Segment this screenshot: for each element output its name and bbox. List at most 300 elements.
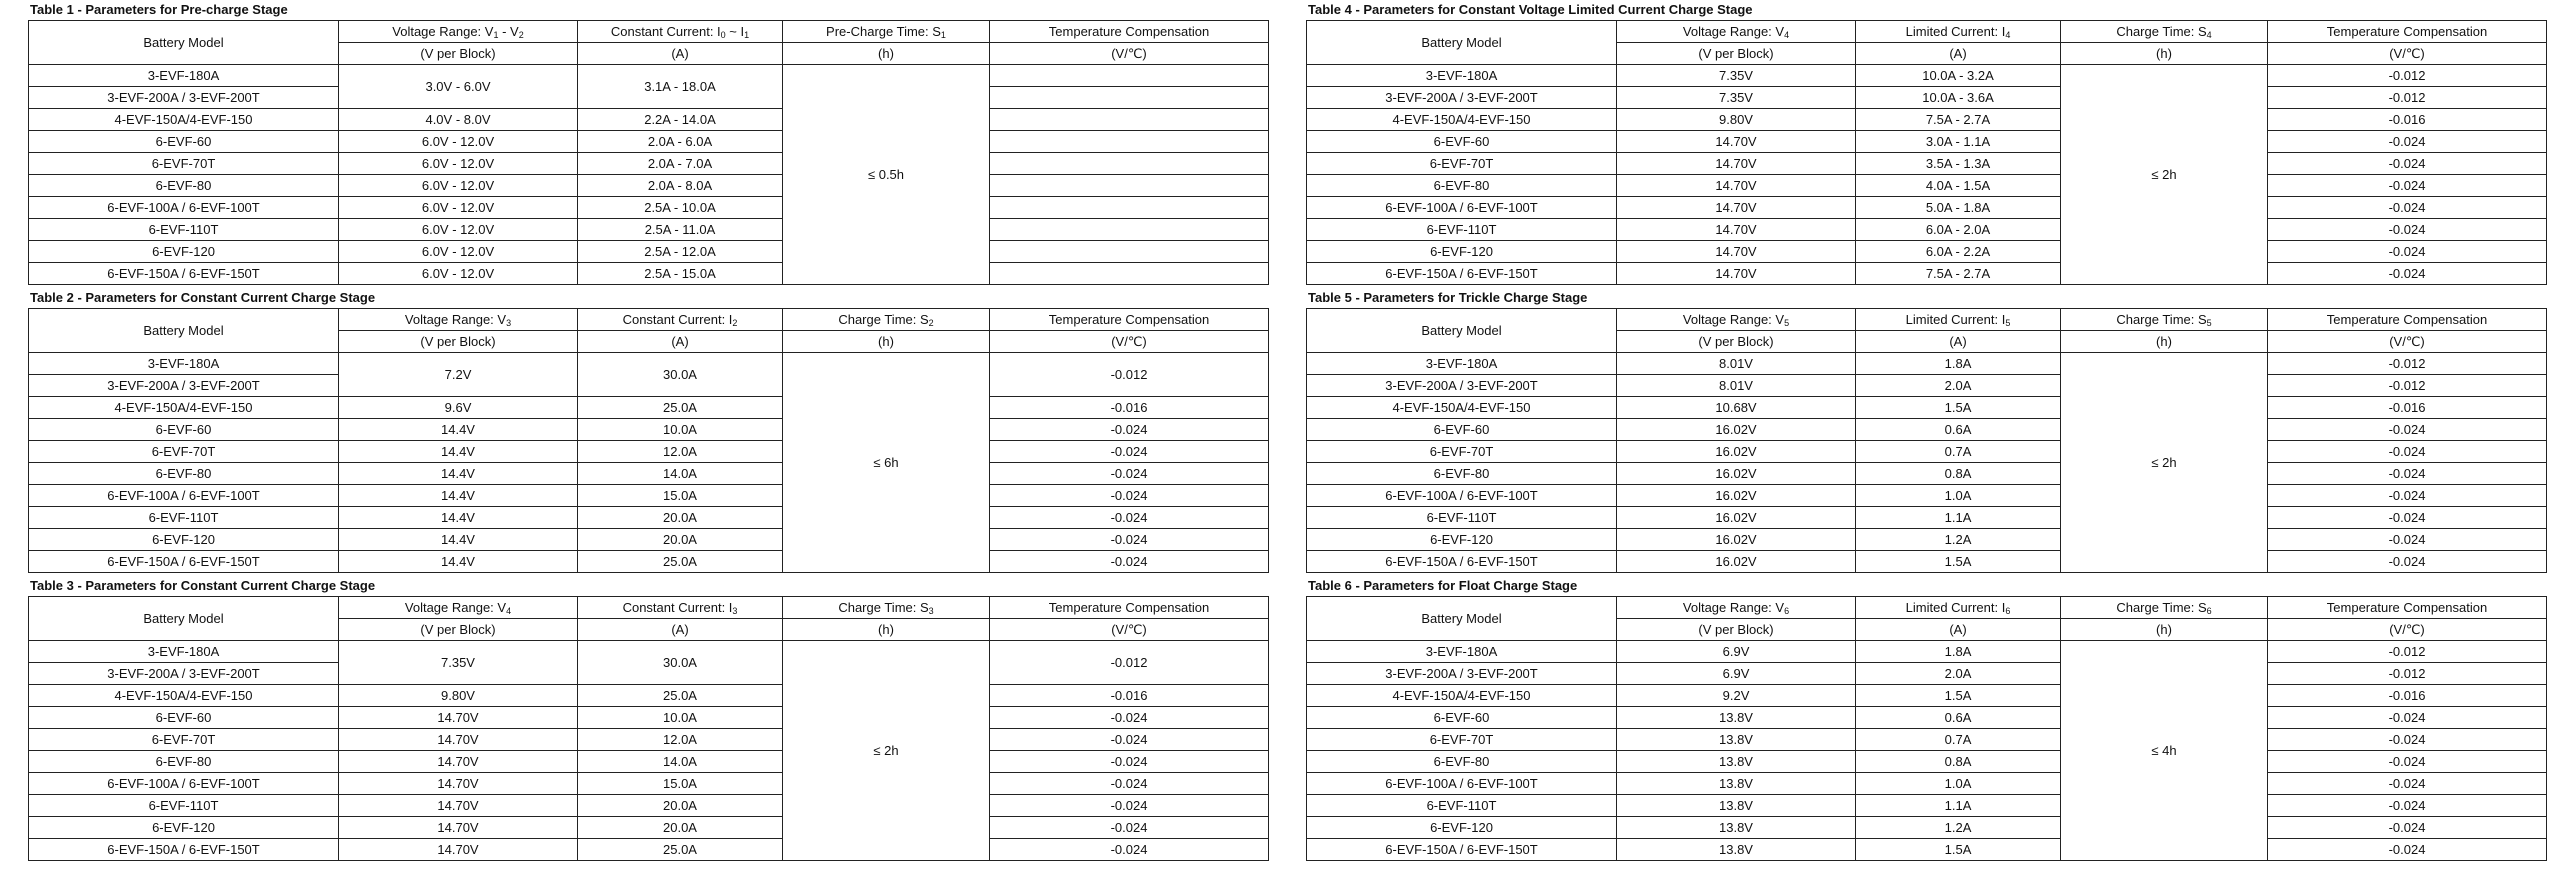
header-subscript: 3 <box>506 318 512 328</box>
cell-temp-compensation: -0.024 <box>2268 795 2547 817</box>
header-label <box>990 21 1268 42</box>
cell-battery-model: 6-EVF-110T <box>1307 219 1617 241</box>
header-label <box>578 597 782 618</box>
table-3 <box>28 596 1269 861</box>
header-unit: (h) <box>783 42 989 64</box>
cell-temp-compensation: -0.024 <box>2268 707 2547 729</box>
table-row <box>29 419 1269 441</box>
header-subscript: 4 <box>2005 30 2011 40</box>
header-time <box>783 597 990 641</box>
cell-battery-model: 3-EVF-180A <box>1307 65 1617 87</box>
cell-battery-model: 6-EVF-80 <box>29 463 339 485</box>
cell-battery-model: 4-EVF-150A/4-EVF-150 <box>1307 685 1617 707</box>
table-row <box>1307 397 2547 419</box>
cell-voltage: 14.70V <box>339 707 578 729</box>
cell-voltage: 14.70V <box>339 795 578 817</box>
table-row <box>1307 219 2547 241</box>
header-battery-model: Battery Model <box>29 597 339 641</box>
header-label <box>1617 309 1855 330</box>
header-text: Constant Current: I <box>622 312 733 327</box>
cell-current: 1.5A <box>1856 551 2061 573</box>
header-unit: (A) <box>578 618 782 640</box>
cell-voltage: 14.70V <box>1617 175 1856 197</box>
cell-temp-compensation <box>990 65 1269 87</box>
cell-voltage: 13.8V <box>1617 729 1856 751</box>
header-row <box>1307 21 2547 65</box>
header-label <box>1856 309 2060 330</box>
table-row <box>1307 87 2547 109</box>
cell-current: 15.0A <box>578 773 783 795</box>
header-text: Charge Time: S <box>2116 24 2207 39</box>
cell-current: 10.0A <box>578 707 783 729</box>
cell-current: 1.8A <box>1856 641 2061 663</box>
cell-temp-compensation: -0.016 <box>990 397 1269 419</box>
header-subscript: 1 <box>744 30 750 40</box>
header-temp <box>990 21 1269 65</box>
cell-current: 1.0A <box>1856 485 2061 507</box>
header-temp <box>2268 309 2547 353</box>
header-subscript: 6 <box>2005 606 2011 616</box>
cell-temp-compensation: -0.024 <box>990 729 1269 751</box>
header-unit: (V/℃) <box>2268 330 2546 352</box>
table-row <box>1307 375 2547 397</box>
cell-battery-model: 6-EVF-120 <box>1307 241 1617 263</box>
cell-current: 0.7A <box>1856 441 2061 463</box>
table-6 <box>1306 596 2547 861</box>
cell-voltage: 6.9V <box>1617 641 1856 663</box>
cell-voltage: 14.4V <box>339 485 578 507</box>
header-text: Voltage Range: V <box>392 24 494 39</box>
header-subscript: 3 <box>928 606 934 616</box>
cell-battery-model: 3-EVF-200A / 3-EVF-200T <box>29 87 339 109</box>
cell-voltage: 6.9V <box>1617 663 1856 685</box>
table-row <box>1307 551 2547 573</box>
table-row <box>1307 529 2547 551</box>
cell-voltage: 16.02V <box>1617 529 1856 551</box>
header-subscript: 5 <box>2206 318 2212 328</box>
header-time <box>2061 21 2268 65</box>
cell-temp-compensation: -0.024 <box>990 551 1269 573</box>
header-unit: (A) <box>1856 330 2060 352</box>
header-text: Voltage Range: V <box>404 600 507 615</box>
cell-current: 10.0A - 3.6A <box>1856 87 2061 109</box>
cell-battery-model: 3-EVF-200A / 3-EVF-200T <box>1307 375 1617 397</box>
cell-voltage: 6.0V - 12.0V <box>339 197 578 219</box>
cell-temp-compensation <box>990 241 1269 263</box>
header-row <box>1307 597 2547 641</box>
table-row <box>1307 109 2547 131</box>
cell-battery-model: 6-EVF-120 <box>29 241 339 263</box>
header-unit: (h) <box>2061 330 2267 352</box>
cell-voltage: 14.70V <box>339 773 578 795</box>
table-row <box>29 397 1269 419</box>
cell-battery-model: 3-EVF-180A <box>29 641 339 663</box>
cell-voltage: 14.70V <box>339 817 578 839</box>
header-label <box>2268 597 2546 618</box>
header-label <box>2268 309 2546 330</box>
cell-voltage: 9.6V <box>339 397 578 419</box>
cell-battery-model: 6-EVF-80 <box>1307 463 1617 485</box>
cell-battery-model: 3-EVF-200A / 3-EVF-200T <box>29 663 339 685</box>
cell-battery-model: 6-EVF-70T <box>1307 441 1617 463</box>
header-unit: (A) <box>578 42 782 64</box>
cell-current: 2.5A - 11.0A <box>578 219 783 241</box>
cell-current: 2.5A - 10.0A <box>578 197 783 219</box>
cell-current: 6.0A - 2.0A <box>1856 219 2061 241</box>
table-1 <box>28 20 1269 285</box>
cell-temp-compensation: -0.024 <box>990 795 1269 817</box>
header-subscript: 1 <box>940 30 946 40</box>
header-label <box>578 309 782 330</box>
cell-voltage: 9.2V <box>1617 685 1856 707</box>
cell-current: 3.5A - 1.3A <box>1856 153 2061 175</box>
cell-current: 0.8A <box>1856 751 2061 773</box>
header-label <box>1856 21 2060 42</box>
cell-current: 10.0A - 3.2A <box>1856 65 2061 87</box>
header-time <box>783 309 990 353</box>
cell-temp-compensation: -0.012 <box>990 353 1269 397</box>
cell-voltage: 16.02V <box>1617 485 1856 507</box>
cell-temp-compensation: -0.024 <box>990 817 1269 839</box>
header-subscript: 4 <box>2206 30 2212 40</box>
header-unit: (V per Block) <box>1617 330 1855 352</box>
cell-temp-compensation <box>990 87 1269 109</box>
table-row <box>1307 241 2547 263</box>
header-voltage <box>339 21 578 65</box>
header-unit: (h) <box>783 330 989 352</box>
cell-temp-compensation: -0.024 <box>2268 817 2547 839</box>
cell-temp-compensation: -0.024 <box>2268 241 2547 263</box>
cell-battery-model: 4-EVF-150A/4-EVF-150 <box>29 109 339 131</box>
cell-voltage: 14.70V <box>339 729 578 751</box>
cell-battery-model: 6-EVF-110T <box>29 795 339 817</box>
cell-voltage: 7.35V <box>1617 87 1856 109</box>
cell-battery-model: 6-EVF-120 <box>29 529 339 551</box>
table-4 <box>1306 20 2547 285</box>
table-row <box>29 707 1269 729</box>
cell-temp-compensation: -0.012 <box>2268 641 2547 663</box>
cell-current: 1.5A <box>1856 397 2061 419</box>
table-row <box>29 353 1269 375</box>
header-subscript: 3 <box>732 606 738 616</box>
cell-current: 25.0A <box>578 551 783 573</box>
cell-current: 25.0A <box>578 397 783 419</box>
cell-current: 10.0A <box>578 419 783 441</box>
cell-current: 0.8A <box>1856 463 2061 485</box>
cell-voltage: 16.02V <box>1617 551 1856 573</box>
table-row <box>1307 773 2547 795</box>
table-row <box>29 65 1269 87</box>
cell-voltage: 14.4V <box>339 441 578 463</box>
cell-battery-model: 4-EVF-150A/4-EVF-150 <box>1307 397 1617 419</box>
cell-current: 1.1A <box>1856 507 2061 529</box>
cell-current: 2.0A - 7.0A <box>578 153 783 175</box>
cell-battery-model: 6-EVF-70T <box>1307 153 1617 175</box>
header-text: Voltage Range: V <box>404 312 507 327</box>
table-row <box>29 131 1269 153</box>
table-row <box>1307 485 2547 507</box>
table-row <box>29 485 1269 507</box>
table-row <box>1307 663 2547 685</box>
cell-battery-model: 6-EVF-110T <box>1307 507 1617 529</box>
cell-current: 0.6A <box>1856 707 2061 729</box>
cell-temp-compensation: -0.016 <box>990 685 1269 707</box>
cell-current: 0.6A <box>1856 419 2061 441</box>
header-label <box>1617 597 1855 618</box>
cell-battery-model: 6-EVF-150A / 6-EVF-150T <box>29 551 339 573</box>
cell-current: 14.0A <box>578 463 783 485</box>
cell-charge-time: ≤ 2h <box>2061 353 2268 573</box>
cell-current: 3.1A - 18.0A <box>578 65 783 109</box>
table-row <box>29 773 1269 795</box>
cell-current: 20.0A <box>578 507 783 529</box>
header-text: - V <box>498 24 519 39</box>
header-text: Charge Time: S <box>2116 312 2207 327</box>
cell-current: 25.0A <box>578 685 783 707</box>
cell-current: 1.5A <box>1856 839 2061 861</box>
cell-temp-compensation: -0.024 <box>2268 463 2547 485</box>
cell-temp-compensation <box>990 219 1269 241</box>
cell-temp-compensation: -0.016 <box>2268 685 2547 707</box>
header-unit: (V per Block) <box>339 330 577 352</box>
header-subscript: 5 <box>1784 318 1790 328</box>
header-label <box>2061 597 2267 618</box>
cell-battery-model: 6-EVF-60 <box>1307 131 1617 153</box>
cell-voltage: 14.70V <box>1617 263 1856 285</box>
header-text: Temperature Compensation <box>1048 600 1210 615</box>
cell-temp-compensation: -0.024 <box>2268 507 2547 529</box>
header-unit: (V/℃) <box>990 330 1268 352</box>
cell-current: 20.0A <box>578 529 783 551</box>
header-time <box>2061 309 2268 353</box>
cell-battery-model: 6-EVF-80 <box>29 175 339 197</box>
cell-battery-model: 6-EVF-110T <box>1307 795 1617 817</box>
cell-battery-model: 3-EVF-180A <box>29 353 339 375</box>
cell-battery-model: 3-EVF-200A / 3-EVF-200T <box>1307 663 1617 685</box>
cell-current: 20.0A <box>578 795 783 817</box>
header-text: Temperature Compensation <box>2326 24 2488 39</box>
table-row <box>29 153 1269 175</box>
cell-temp-compensation <box>990 175 1269 197</box>
table-row <box>29 175 1269 197</box>
header-current <box>578 597 783 641</box>
header-row <box>29 597 1269 641</box>
cell-voltage: 8.01V <box>1617 375 1856 397</box>
table-row <box>29 241 1269 263</box>
header-current <box>578 309 783 353</box>
header-temp <box>2268 21 2547 65</box>
header-subscript: 5 <box>2005 318 2011 328</box>
cell-temp-compensation: -0.024 <box>2268 441 2547 463</box>
header-temp <box>2268 597 2547 641</box>
cell-voltage: 14.70V <box>1617 131 1856 153</box>
cell-voltage: 4.0V - 8.0V <box>339 109 578 131</box>
header-text: Charge Time: S <box>838 312 929 327</box>
cell-battery-model: 3-EVF-180A <box>29 65 339 87</box>
cell-battery-model: 6-EVF-100A / 6-EVF-100T <box>29 485 339 507</box>
cell-temp-compensation: -0.012 <box>2268 65 2547 87</box>
header-unit: (V/℃) <box>990 42 1268 64</box>
cell-temp-compensation: -0.024 <box>990 751 1269 773</box>
header-row <box>29 309 1269 353</box>
header-label <box>990 597 1268 618</box>
cell-voltage: 7.35V <box>1617 65 1856 87</box>
cell-temp-compensation: -0.012 <box>2268 87 2547 109</box>
cell-current: 25.0A <box>578 839 783 861</box>
cell-temp-compensation: -0.024 <box>2268 729 2547 751</box>
header-subscript: 6 <box>2206 606 2212 616</box>
cell-voltage: 6.0V - 12.0V <box>339 153 578 175</box>
cell-voltage: 6.0V - 12.0V <box>339 263 578 285</box>
cell-voltage: 8.01V <box>1617 353 1856 375</box>
header-time <box>2061 597 2268 641</box>
cell-current: 7.5A - 2.7A <box>1856 109 2061 131</box>
cell-voltage: 6.0V - 12.0V <box>339 131 578 153</box>
cell-current: 2.0A - 8.0A <box>578 175 783 197</box>
cell-temp-compensation: -0.012 <box>2268 663 2547 685</box>
cell-temp-compensation: -0.024 <box>2268 551 2547 573</box>
header-subscript: 2 <box>928 318 934 328</box>
table-row <box>29 507 1269 529</box>
cell-voltage: 14.4V <box>339 419 578 441</box>
header-subscript: 2 <box>518 30 524 40</box>
cell-temp-compensation <box>990 131 1269 153</box>
cell-voltage: 16.02V <box>1617 507 1856 529</box>
cell-battery-model: 6-EVF-150A / 6-EVF-150T <box>29 839 339 861</box>
header-battery-model: Battery Model <box>1307 597 1617 641</box>
cell-battery-model: 6-EVF-70T <box>29 153 339 175</box>
table-row <box>1307 641 2547 663</box>
cell-temp-compensation: -0.024 <box>2268 751 2547 773</box>
cell-charge-time: ≤ 2h <box>2061 65 2268 285</box>
cell-voltage: 13.8V <box>1617 817 1856 839</box>
header-text: Pre-Charge Time: S <box>826 24 941 39</box>
cell-temp-compensation: -0.024 <box>2268 839 2547 861</box>
cell-current: 14.0A <box>578 751 783 773</box>
cell-temp-compensation: -0.024 <box>2268 131 2547 153</box>
cell-battery-model: 4-EVF-150A/4-EVF-150 <box>1307 109 1617 131</box>
table-row <box>1307 507 2547 529</box>
cell-voltage: 6.0V - 12.0V <box>339 219 578 241</box>
cell-temp-compensation: -0.012 <box>2268 375 2547 397</box>
cell-voltage: 6.0V - 12.0V <box>339 175 578 197</box>
header-text: ~ I <box>725 24 745 39</box>
header-subscript: 4 <box>1784 30 1790 40</box>
cell-current: 2.5A - 15.0A <box>578 263 783 285</box>
cell-voltage: 13.8V <box>1617 751 1856 773</box>
header-unit: (h) <box>783 618 989 640</box>
table-6-title: Table 6 - Parameters for Float Charge Stage <box>1308 578 1578 593</box>
cell-battery-model: 6-EVF-70T <box>29 729 339 751</box>
table-row <box>29 641 1269 663</box>
cell-current: 5.0A - 1.8A <box>1856 197 2061 219</box>
table-row <box>1307 419 2547 441</box>
cell-temp-compensation: -0.024 <box>2268 153 2547 175</box>
cell-voltage: 14.70V <box>339 839 578 861</box>
header-voltage <box>1617 309 1856 353</box>
cell-temp-compensation: -0.024 <box>990 419 1269 441</box>
table-row <box>1307 197 2547 219</box>
cell-battery-model: 6-EVF-150A / 6-EVF-150T <box>29 263 339 285</box>
header-voltage <box>1617 597 1856 641</box>
cell-temp-compensation <box>990 109 1269 131</box>
table-5 <box>1306 308 2547 573</box>
cell-voltage: 16.02V <box>1617 441 1856 463</box>
cell-voltage: 14.70V <box>1617 197 1856 219</box>
cell-battery-model: 6-EVF-120 <box>29 817 339 839</box>
cell-temp-compensation: -0.024 <box>2268 175 2547 197</box>
table-row <box>29 685 1269 707</box>
table-row <box>29 729 1269 751</box>
cell-current: 1.2A <box>1856 529 2061 551</box>
header-battery-model: Battery Model <box>1307 309 1617 353</box>
header-text: Temperature Compensation <box>1048 24 1210 39</box>
header-label <box>783 21 989 42</box>
cell-voltage: 14.70V <box>339 751 578 773</box>
cell-charge-time: ≤ 0.5h <box>783 65 990 285</box>
cell-temp-compensation: -0.024 <box>2268 197 2547 219</box>
cell-current: 4.0A - 1.5A <box>1856 175 2061 197</box>
cell-battery-model: 6-EVF-80 <box>1307 175 1617 197</box>
header-text: Charge Time: S <box>2116 600 2207 615</box>
cell-voltage: 3.0V - 6.0V <box>339 65 578 109</box>
table-2-title: Table 2 - Parameters for Constant Current Charge Stage <box>30 290 376 305</box>
cell-battery-model: 3-EVF-180A <box>1307 641 1617 663</box>
table-row <box>1307 751 2547 773</box>
header-current <box>1856 21 2061 65</box>
table-row <box>1307 729 2547 751</box>
cell-battery-model: 6-EVF-110T <box>29 507 339 529</box>
cell-battery-model: 4-EVF-150A/4-EVF-150 <box>29 397 339 419</box>
table-row <box>1307 839 2547 861</box>
cell-current: 2.0A <box>1856 663 2061 685</box>
cell-battery-model: 6-EVF-120 <box>1307 817 1617 839</box>
cell-temp-compensation: -0.024 <box>2268 263 2547 285</box>
header-voltage <box>339 309 578 353</box>
cell-temp-compensation: -0.024 <box>2268 219 2547 241</box>
header-unit: (V per Block) <box>339 42 577 64</box>
header-row <box>1307 309 2547 353</box>
cell-current: 1.8A <box>1856 353 2061 375</box>
cell-temp-compensation: -0.024 <box>990 839 1269 861</box>
table-row <box>29 551 1269 573</box>
table-2 <box>28 308 1269 573</box>
table-row <box>1307 441 2547 463</box>
table-1-title: Table 1 - Parameters for Pre-charge Stage <box>30 2 288 17</box>
cell-temp-compensation: -0.016 <box>2268 109 2547 131</box>
cell-voltage: 13.8V <box>1617 707 1856 729</box>
cell-current: 1.1A <box>1856 795 2061 817</box>
table-5-title: Table 5 - Parameters for Trickle Charge Stage <box>1308 290 1588 305</box>
table-row <box>1307 795 2547 817</box>
header-current <box>578 21 783 65</box>
cell-battery-model: 3-EVF-200A / 3-EVF-200T <box>29 375 339 397</box>
table-3-title: Table 3 - Parameters for Constant Current Charge Stage <box>30 578 376 593</box>
cell-voltage: 14.4V <box>339 463 578 485</box>
cell-current: 12.0A <box>578 729 783 751</box>
cell-voltage: 14.70V <box>1617 153 1856 175</box>
cell-current: 15.0A <box>578 485 783 507</box>
cell-current: 0.7A <box>1856 729 2061 751</box>
cell-temp-compensation: -0.024 <box>2268 419 2547 441</box>
header-unit: (V per Block) <box>339 618 577 640</box>
cell-battery-model: 6-EVF-100A / 6-EVF-100T <box>1307 197 1617 219</box>
cell-voltage: 7.2V <box>339 353 578 397</box>
header-label <box>339 597 577 618</box>
header-subscript: 4 <box>506 606 512 616</box>
header-row <box>29 21 1269 65</box>
cell-battery-model: 6-EVF-60 <box>29 419 339 441</box>
